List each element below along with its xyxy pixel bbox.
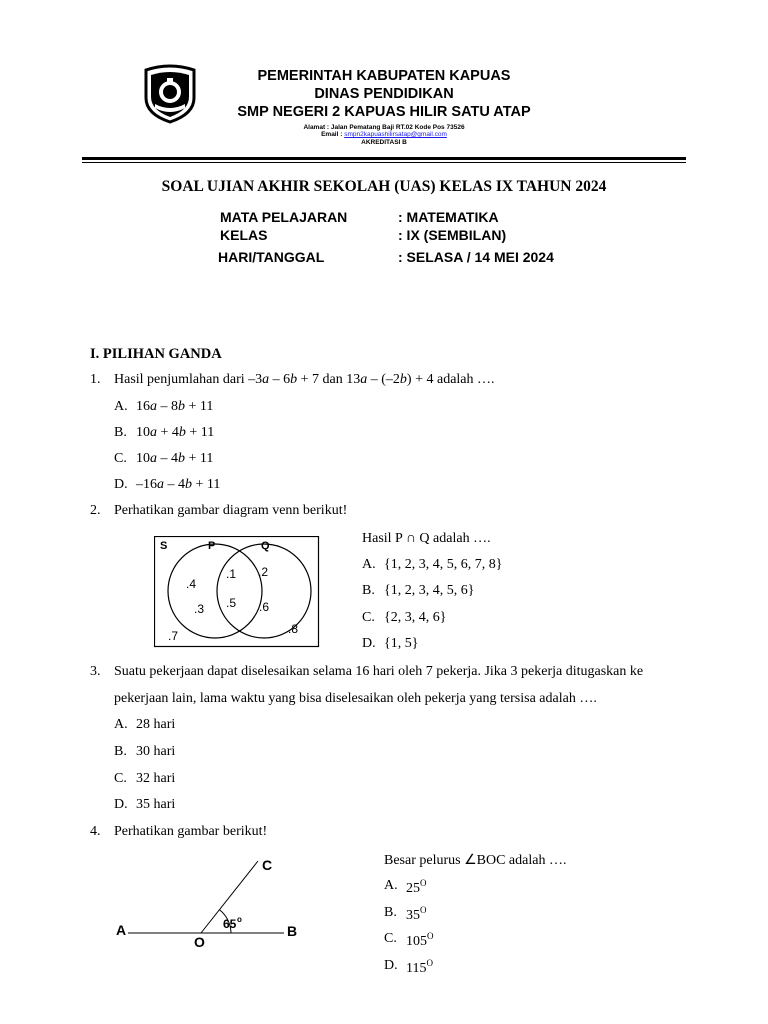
q2-option-d[interactable]	[362, 636, 418, 652]
angle-degree-sup: o	[237, 915, 242, 924]
var-a: a	[360, 372, 368, 387]
q1-option-d[interactable]	[114, 477, 220, 493]
var-a: a	[157, 477, 164, 492]
venn-label-q: Q	[261, 540, 270, 552]
option-letter: A.	[362, 557, 376, 572]
question-4-stem: Perhatikan gambar berikut!	[114, 824, 268, 839]
venn-element: .6	[259, 600, 270, 614]
option-text: 30 hari	[136, 744, 176, 759]
q3-option-d[interactable]	[114, 797, 175, 813]
venn-label-p: P	[208, 540, 216, 552]
var-b: b	[178, 451, 185, 466]
header-accreditation: AKREDITASI B	[361, 139, 407, 146]
option-const: + 11	[185, 451, 214, 466]
question-1-number: 1.	[90, 372, 101, 387]
var-b: b	[399, 372, 407, 387]
option-letter: B.	[114, 425, 127, 440]
option-text: 35 hari	[136, 797, 176, 812]
var-b: b	[178, 425, 186, 440]
option-coef: 10	[136, 425, 150, 440]
option-letter: B.	[114, 744, 127, 759]
q2-option-a[interactable]	[362, 557, 502, 573]
option-letter: D.	[114, 477, 128, 492]
question-2-stem: Perhatikan gambar diagram venn berikut!	[114, 503, 348, 518]
venn-element: .8	[288, 622, 299, 636]
q3-option-c[interactable]	[114, 771, 175, 787]
venn-svg	[154, 536, 320, 648]
option-letter: D.	[384, 958, 398, 973]
venn-element: .4	[186, 577, 197, 591]
option-text: {1, 5}	[384, 636, 419, 651]
var-a: a	[150, 451, 157, 466]
var-b: b	[290, 372, 298, 387]
point-b-label: B	[287, 923, 298, 939]
option-text: 115	[406, 960, 427, 976]
header-department: DINAS PENDIDIKAN	[314, 86, 454, 102]
angle-value-label: 65	[223, 917, 237, 931]
option-letter: C.	[362, 610, 375, 625]
header-school-name: SMP NEGERI 2 KAPUAS HILIR SATU ATAP	[237, 104, 531, 120]
venn-element: .3	[194, 602, 205, 616]
stem-part: + 7 dan 13	[297, 372, 361, 387]
question-3-stem-line1: Suatu pekerjaan dapat diselesaikan selama 16 hari oleh 7 pekerja. Jika 3 pekerja ditugaskan ke	[114, 664, 644, 679]
option-text: 32 hari	[136, 771, 176, 786]
option-coef: – 4	[157, 451, 178, 466]
venn-label-s: S	[160, 540, 168, 552]
option-const: + 11	[185, 425, 215, 440]
q4-option-c[interactable]	[384, 931, 434, 950]
q2-option-b[interactable]	[362, 583, 474, 599]
option-const: + 11	[185, 399, 214, 414]
q1-option-c[interactable]	[114, 451, 213, 467]
option-text: 35	[406, 907, 420, 923]
venn-element: .2	[258, 565, 269, 579]
question-3-stem-line2: pekerjaan lain, lama waktu yang bisa diselesaikan oleh pekerja yang tersisa adalah ….	[114, 691, 597, 706]
q4-option-b[interactable]	[384, 905, 427, 924]
header-email-line	[0, 131, 768, 138]
option-letter: C.	[114, 451, 127, 466]
email-link[interactable]: smpn2kapuashilirsatap@gmail.com	[344, 131, 447, 138]
stem-part: ) + 4 adalah ….	[406, 372, 495, 387]
option-letter: C.	[114, 771, 127, 786]
section-multiple-choice: I. PILIHAN GANDA	[90, 346, 222, 362]
q2-option-c[interactable]	[362, 610, 446, 626]
venn-diagram	[154, 536, 320, 648]
question-2-number: 2.	[90, 503, 101, 518]
stem-part: Hasil penjumlahan dari –3	[114, 372, 263, 387]
option-const: + 11	[192, 477, 221, 492]
degree-sup: O	[420, 878, 427, 888]
option-coef: – 8	[157, 399, 178, 414]
degree-sup: O	[427, 931, 434, 941]
exam-title: SOAL UJIAN AKHIR SEKOLAH (UAS) KELAS IX TAHUN 2024	[161, 178, 607, 195]
venn-element: .1	[226, 567, 237, 581]
option-letter: C.	[384, 931, 397, 946]
option-text: 105	[406, 933, 427, 949]
stem-part: – 6	[269, 372, 291, 387]
meta-date-value: : SELASA / 14 MEI 2024	[398, 249, 554, 265]
question-2-prompt: Hasil P ∩ Q adalah ….	[362, 531, 491, 546]
option-coef: – 4	[164, 477, 185, 492]
option-letter: A.	[114, 399, 128, 414]
email-label: Email :	[321, 131, 345, 138]
venn-element: .7	[168, 629, 179, 643]
option-letter: A.	[384, 878, 398, 893]
option-text: {1, 2, 3, 4, 5, 6, 7, 8}	[384, 557, 503, 572]
degree-sup: O	[420, 905, 427, 915]
option-coef: –16	[136, 477, 157, 492]
option-letter: D.	[362, 636, 376, 651]
option-letter: B.	[384, 905, 397, 920]
q1-option-b[interactable]	[114, 425, 214, 441]
question-4-prompt: Besar pelurus ∠BOC adalah ….	[384, 853, 567, 868]
venn-element: .5	[226, 596, 237, 610]
venn-set-p	[168, 544, 262, 638]
header-divider-thin	[82, 162, 686, 163]
header-government: PEMERINTAH KABUPATEN KAPUAS	[257, 68, 511, 84]
option-text: 28 hari	[136, 717, 176, 732]
q3-option-b[interactable]	[114, 744, 175, 760]
meta-subject-value: : MATEMATIKA	[398, 209, 499, 225]
option-letter: B.	[362, 583, 375, 598]
option-coef: 10	[136, 451, 150, 466]
meta-subject-label: MATA PELAJARAN	[220, 209, 348, 225]
question-3-number: 3.	[90, 664, 101, 679]
option-letter: D.	[114, 797, 128, 812]
stem-part: – (–2	[367, 372, 400, 387]
option-letter: A.	[114, 717, 128, 732]
option-coef: + 4	[157, 425, 179, 440]
var-a: a	[150, 399, 157, 414]
header-divider-thick	[82, 157, 686, 160]
angle-svg	[110, 850, 310, 950]
option-text: 25	[406, 880, 420, 896]
var-a: a	[262, 372, 270, 387]
angle-figure	[110, 850, 310, 950]
point-c-label: C	[262, 857, 273, 873]
degree-sup: O	[426, 958, 433, 968]
point-a-label: A	[116, 922, 127, 938]
meta-class-label: KELAS	[220, 227, 268, 243]
point-o-label: O	[194, 934, 205, 950]
q4-option-a[interactable]	[384, 878, 427, 897]
option-text: {2, 3, 4, 6}	[384, 610, 447, 625]
question-4-number: 4.	[90, 824, 101, 839]
var-b: b	[178, 399, 185, 414]
option-text: {1, 2, 3, 4, 5, 6}	[384, 583, 475, 598]
var-a: a	[150, 425, 157, 440]
q4-option-d[interactable]	[384, 958, 433, 977]
meta-date-label: HARI/TANGGAL	[218, 249, 325, 265]
meta-class-value: : IX (SEMBILAN)	[398, 227, 507, 243]
var-b: b	[185, 477, 192, 492]
question-1-stem	[114, 372, 495, 388]
q3-option-a[interactable]	[114, 717, 175, 733]
option-coef: 16	[136, 399, 150, 414]
q1-option-a[interactable]	[114, 399, 213, 415]
header-address: Alamat : Jalan Pematang Baji RT.02 Kode Pos 73526	[303, 124, 465, 131]
